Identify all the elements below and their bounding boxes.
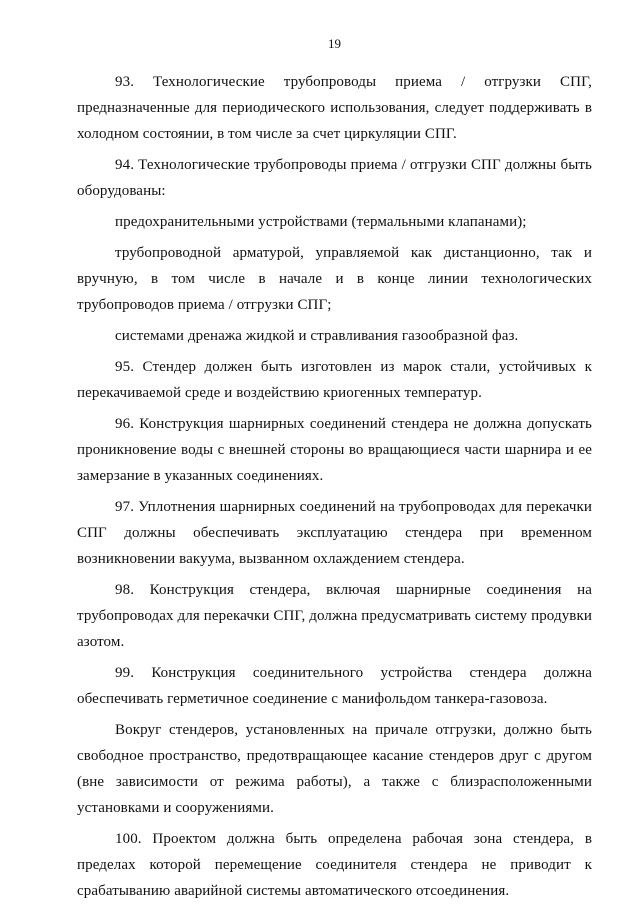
paragraph-98: 98. Конструкция стендера, включая шарнирные соединения на трубопроводах для перекачки СПГ, должна предусматривать систему продувки азотом. xyxy=(77,582,592,650)
paragraph-100: 100. Проектом должна быть определена рабочая зона стендера, в пределах которой перемещение соединителя стендера не приводит к срабатыванию аварийной системы автоматического отсоединения. xyxy=(77,831,592,899)
paragraph-94-item-3: системами дренажа жидкой и стравливания газообразной фаз. xyxy=(115,328,519,344)
paragraph-93: 93. Технологические трубопроводы приема / отгрузки СПГ, предназначенные для периодического использования, следует поддерживать в холодном состоянии, в том числе за счет циркуляции СПГ. xyxy=(77,74,592,142)
paragraph-99-continuation: Вокруг стендеров, установленных на причале отгрузки, должно быть свободное пространство, предотвращающее касание стендеров друг с другом (вне зависимости от режима работы), а также с близрасположенными установками и сооружениями. xyxy=(77,722,592,816)
paragraph-94-item-1: предохранительными устройствами (термальными клапанами); xyxy=(115,214,527,230)
paragraph-95: 95. Стендер должен быть изготовлен из марок стали, устойчивых к перекачиваемой среде и воздействию криогенных температур. xyxy=(77,359,592,401)
page-number: 19 xyxy=(328,36,341,51)
paragraph-96: 96. Конструкция шарнирных соединений стендера не должна допускать проникновение воды с внешней стороны во вращающиеся части шарнира и ее замерзание в указанных соединениях. xyxy=(77,416,592,484)
paragraph-94-item-2: трубопроводной арматурой, управляемой как дистанционно, так и вручную, в том числе в начале и в конце линии технологических трубопроводов приема / отгрузки СПГ; xyxy=(77,245,592,313)
paragraph-99: 99. Конструкция соединительного устройства стендера должна обеспечивать герметичное соединение с манифольдом танкера-газовоза. xyxy=(77,665,592,707)
paragraph-94: 94. Технологические трубопроводы приема / отгрузки СПГ должны быть оборудованы: xyxy=(77,157,592,199)
paragraph-97: 97. Уплотнения шарнирных соединений на трубопроводах для перекачки СПГ должны обеспечивать эксплуатацию стендера при временном возникновении вакуума, вызванном охлаждением стендера. xyxy=(77,499,592,567)
